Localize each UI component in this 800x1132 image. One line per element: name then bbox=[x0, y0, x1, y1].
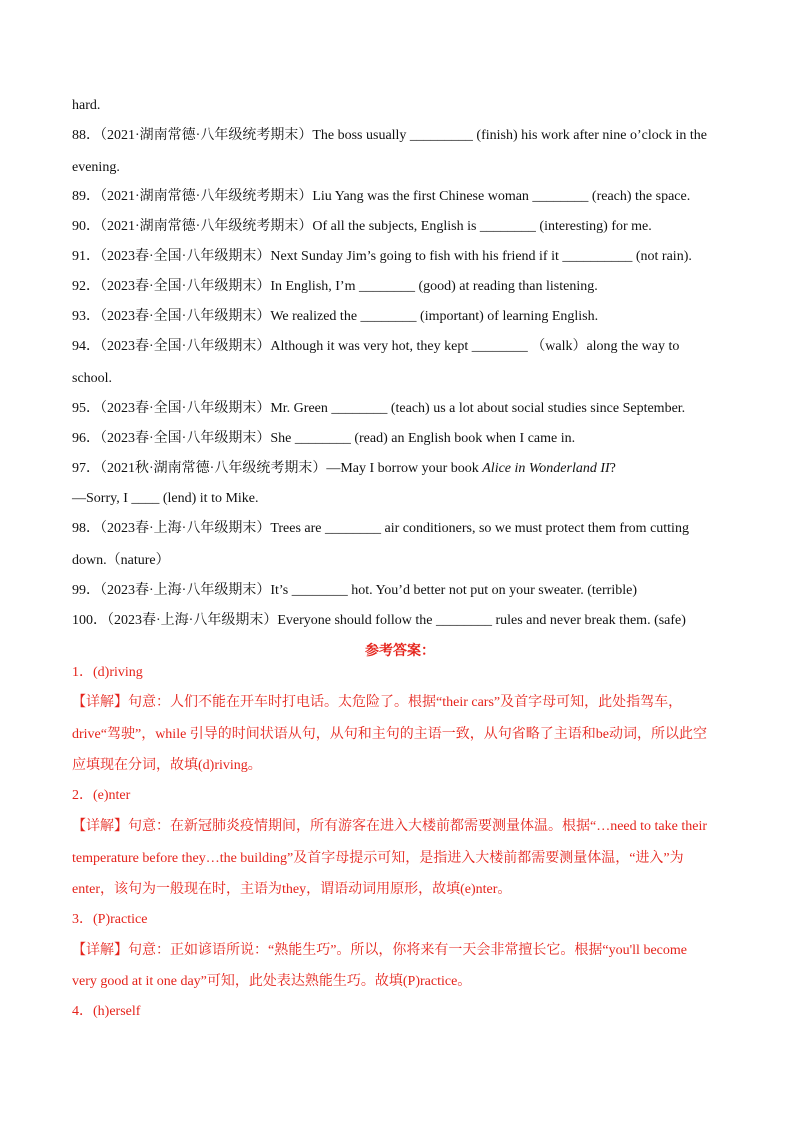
answers-heading: 参考答案： bbox=[365, 644, 435, 659]
question-number: 90． bbox=[72, 219, 100, 234]
question-text: Trees are ________ air conditioners, so we must protect them from cutting bbox=[270, 521, 689, 536]
answer-item: 3．(P)ractice bbox=[72, 912, 148, 927]
question-96 bbox=[72, 430, 728, 448]
question-93 bbox=[72, 308, 728, 326]
question-88 bbox=[72, 127, 728, 145]
question-source: （2021·湖南常德·八年级统考期末） bbox=[100, 219, 313, 234]
question-number: 94． bbox=[72, 339, 100, 354]
question-text: The boss usually _________ (finish) his work after nine o’clock in the bbox=[312, 128, 707, 143]
question-text: Next Sunday Jim’s going to fish with his friend if it __________ (not rain). bbox=[270, 249, 692, 264]
book-title: Alice in Wonderland II bbox=[482, 461, 610, 476]
question-source: （2021·湖南常德·八年级统考期末） bbox=[100, 128, 313, 143]
question-number: 97． bbox=[72, 461, 100, 476]
answer-explanation: drive“驾驶”，while 引导的时间状语从句，从句和主句的主语一致，从句省略了主语和be动词，所以此空 bbox=[72, 727, 708, 742]
question-source: （2023春·全国·八年级期末） bbox=[100, 339, 271, 354]
question-number: 100． bbox=[72, 613, 107, 628]
question-text: Liu Yang was the first Chinese woman ________ (reach) the space. bbox=[312, 189, 691, 204]
question-91 bbox=[72, 248, 728, 266]
question-number: 93． bbox=[72, 309, 100, 324]
question-text: Mr. Green ________ (teach) us a lot about social studies since September. bbox=[270, 401, 686, 416]
answer-explanation: very good at it one day”可知，此处表达熟能生巧。故填(P)ractice。 bbox=[72, 974, 472, 989]
question-95 bbox=[72, 400, 728, 418]
question-number: 89． bbox=[72, 189, 100, 204]
question-number: 99． bbox=[72, 583, 100, 598]
question-92 bbox=[72, 278, 728, 296]
question-text: She ________ (read) an English book when I came in. bbox=[270, 431, 576, 446]
question-source: （2023春·全国·八年级期末） bbox=[100, 431, 271, 446]
question-number: 98． bbox=[72, 521, 100, 536]
question-text: It’s ________ hot. You’d better not put on your sweater. (terrible) bbox=[270, 583, 637, 598]
question-number: 92． bbox=[72, 279, 100, 294]
question-98 bbox=[72, 520, 728, 538]
answer-explanation: temperature before they…the building”及首字母提示可知，是指进入大楼前都需要测量体温，“进入”为 bbox=[72, 851, 684, 866]
answer-explanation: 【详解】句意：在新冠肺炎疫情期间，所有游客在进入大楼前都需要测量体温。根据“…need to take their bbox=[72, 819, 708, 834]
answer-explanation: 【详解】句意：人们不能在开车时打电话。太危险了。根据“their cars”及首字母可知，此处指驾车， bbox=[72, 695, 683, 710]
question-text: We realized the ________ (important) of learning English. bbox=[270, 309, 599, 324]
question-number: 91． bbox=[72, 249, 100, 264]
question-text: —May I borrow your book bbox=[326, 461, 479, 476]
answer-explanation: 【详解】句意：正如谚语所说：“熟能生巧”。所以，你将来有一天会非常擅长它。根据“you'll become bbox=[72, 943, 687, 958]
question-source: （2023春·全国·八年级期末） bbox=[100, 279, 271, 294]
question-continuation: hard. bbox=[72, 98, 101, 113]
question-number: 96． bbox=[72, 431, 100, 446]
question-99 bbox=[72, 582, 728, 600]
question-text: In English, I’m ________ (good) at reading than listening. bbox=[270, 279, 598, 294]
question-source: （2023春·上海·八年级期末） bbox=[107, 613, 278, 628]
answer-item: 2．(e)nter bbox=[72, 788, 131, 803]
question-continuation: school. bbox=[72, 371, 113, 386]
question-continuation: down.（nature） bbox=[72, 553, 170, 568]
question-source: （2023春·上海·八年级期末） bbox=[100, 521, 271, 536]
question-source: （2021·湖南常德·八年级统考期末） bbox=[100, 189, 313, 204]
question-source: （2023春·全国·八年级期末） bbox=[100, 249, 271, 264]
question-source: （2023春·全国·八年级期末） bbox=[100, 309, 271, 324]
question-97: 97．（2021秋·湖南常德·八年级统考期末）—May I borrow your book Alice in Wonderland II? bbox=[72, 461, 616, 476]
question-89 bbox=[72, 188, 728, 206]
question-continuation: evening. bbox=[72, 160, 120, 175]
question-text: Of all the subjects, English is ________ (interesting) for me. bbox=[312, 219, 652, 234]
question-text: Everyone should follow the ________ rules and never break them. (safe) bbox=[277, 613, 686, 628]
answer-explanation: 应填现在分词，故填(d)riving。 bbox=[72, 758, 262, 773]
answer-explanation: enter，该句为一般现在时，主语为they，谓语动词用原形，故填(e)nter。 bbox=[72, 882, 512, 897]
question-number: 88． bbox=[72, 128, 100, 143]
question-source: （2023春·上海·八年级期末） bbox=[100, 583, 271, 598]
question-94 bbox=[72, 338, 728, 356]
question-source: （2021秋·湖南常德·八年级统考期末） bbox=[100, 461, 327, 476]
question-90 bbox=[72, 218, 728, 236]
question-continuation: —Sorry, I ____ (lend) it to Mike. bbox=[72, 491, 259, 506]
question-100 bbox=[72, 612, 728, 630]
question-text: Although it was very hot, they kept ________ （walk）along the way to bbox=[270, 339, 680, 354]
answer-item: 1．(d)riving bbox=[72, 665, 143, 680]
answer-item: 4．(h)erself bbox=[72, 1004, 141, 1019]
question-number: 95． bbox=[72, 401, 100, 416]
question-source: （2023春·全国·八年级期末） bbox=[100, 401, 271, 416]
